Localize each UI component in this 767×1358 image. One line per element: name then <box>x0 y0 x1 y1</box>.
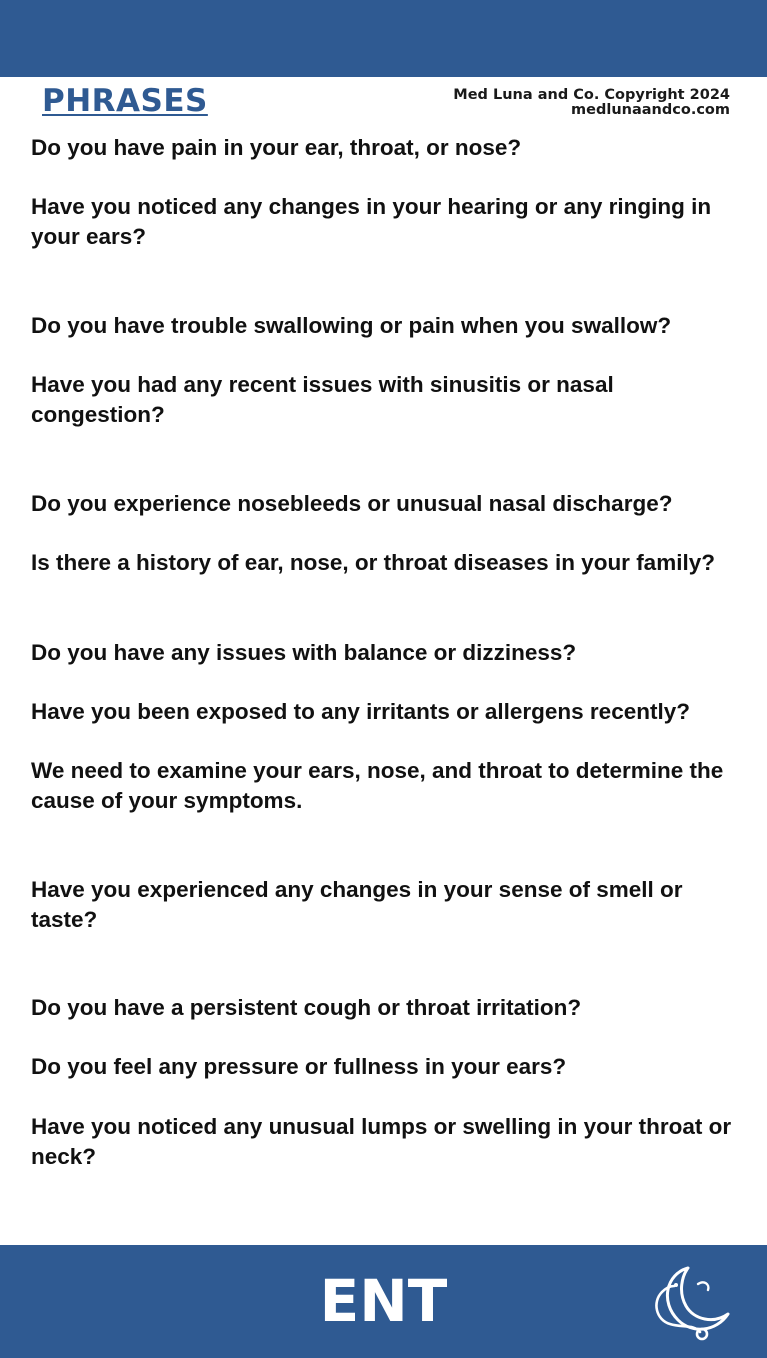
footer-title: ENT <box>319 1267 448 1335</box>
phrase-item: Do you have a persistent cough or throat irritation? <box>31 995 582 1020</box>
phrase-item: Have you had any recent issues with sinusitis or nasal congestion? <box>31 372 614 427</box>
phrase-item: Do you have pain in your ear, throat, or nose? <box>31 135 522 160</box>
phrase-item: Have you been exposed to any irritants or allergens recently? <box>31 699 690 724</box>
phrase-item: Do you experience nosebleeds or unusual nasal discharge? <box>31 491 673 516</box>
phrase-item: Do you have any issues with balance or dizziness? <box>31 640 577 665</box>
top-banner <box>0 0 767 77</box>
page-title: PHRASES <box>42 83 208 119</box>
phrase-item: Do you feel any pressure or fullness in your ears? <box>31 1054 567 1079</box>
website-text: medlunaandco.com <box>571 102 730 118</box>
copyright-text: Med Luna and Co. Copyright 2024 <box>453 87 730 103</box>
phrase-item: Have you experienced any changes in your sense of smell or taste? <box>31 877 683 932</box>
phrase-item: Have you noticed any changes in your hearing or any ringing in your ears? <box>31 194 712 249</box>
copyright-notice <box>453 88 730 118</box>
phrase-item: Have you noticed any unusual lumps or swelling in your throat or neck? <box>31 1114 732 1169</box>
phrase-item: We need to examine your ears, nose, and throat to determine the cause of your symptoms. <box>31 758 724 813</box>
phrase-item: Do you have trouble swallowing or pain when you swallow? <box>31 313 672 338</box>
moon-stethoscope-icon <box>648 1262 734 1342</box>
phrase-item: Is there a history of ear, nose, or throat diseases in your family? <box>31 550 715 575</box>
